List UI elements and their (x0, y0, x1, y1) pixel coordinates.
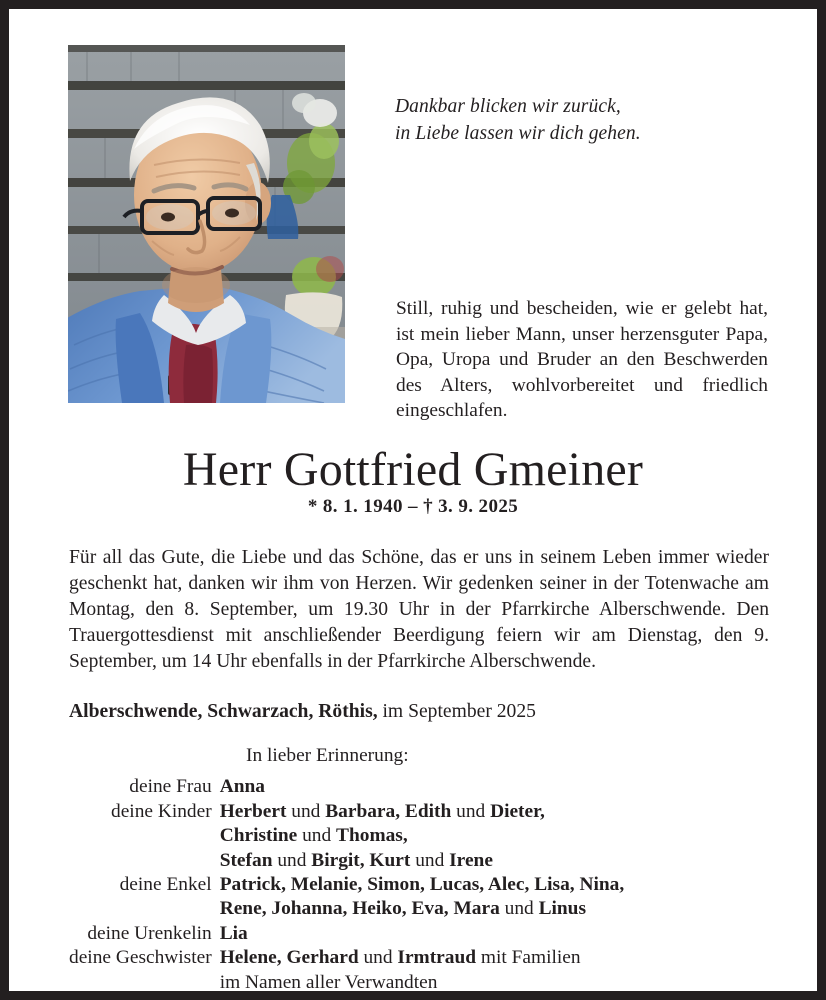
portrait-photo (68, 45, 345, 403)
survivors-relation-label (69, 849, 220, 873)
survivor-name: Barbara, Edith (325, 800, 452, 822)
survivors-relation-label (69, 971, 220, 991)
survivor-connector: und (499, 898, 539, 920)
survivor-connector: mit Familien (476, 947, 581, 969)
survivors-relation-label: deine Kinder (111, 800, 212, 822)
survivor-name: Irene (449, 849, 493, 871)
survivor-name: Helene, Gerhard (219, 947, 359, 969)
deceased-dates: * 8. 1. 1940 – † 3. 9. 2025 (307, 496, 519, 517)
survivor-connector: und (358, 947, 398, 969)
survivors-heading: In lieber Erinnerung: (246, 745, 409, 766)
survivors-row (69, 775, 624, 799)
survivor-connector: und (272, 849, 312, 871)
survivors-relation-label: deine Frau (129, 776, 212, 798)
survivors-row (69, 946, 624, 970)
survivor-name: Birgit, Kurt (311, 849, 411, 871)
survivor-name: Anna (219, 776, 265, 798)
survivors-relation-label: deine Enkel (119, 874, 212, 896)
survivor-name: Christine (219, 825, 298, 847)
survivor-name: Irmtraud (397, 947, 477, 969)
survivors-names (220, 873, 625, 897)
epigraph (395, 93, 785, 147)
survivors-row (69, 897, 624, 921)
survivors-table (69, 775, 624, 991)
survivors-row (69, 849, 624, 873)
obituary-notice (9, 9, 817, 991)
survivor-name: Dieter, (490, 800, 545, 822)
survivors-row (69, 824, 624, 848)
survivors-relation-label (69, 824, 220, 848)
notice-month: im September 2025 (377, 701, 536, 722)
survivors-relation-label (69, 897, 220, 921)
memorial-body-paragraph: Für all das Gute, die Liebe und das Schöne, das er uns in seinem Leben immer wieder geschenkt hat, danken wir ihm von Herzen. Wir gedenken seiner in der Totenwache am Montag, den 8. September, um 19.30 Uhr in der Pfarrkirche Alberschwende. Den Trauergottesdienst mit anschließender Beerdigung feiern wir am Dienstag, den 9. September, um 14 Uhr ebenfalls in der Pfarrkirche Alberschwende. (69, 547, 769, 672)
survivor-connector: und (410, 849, 450, 871)
survivors-names (220, 824, 625, 848)
survivors-names (220, 775, 625, 799)
survivor-connector: und (286, 800, 326, 822)
survivors-row (69, 800, 624, 824)
survivors-names (220, 897, 625, 921)
survivor-name: Herbert (219, 800, 287, 822)
survivors-row (69, 971, 624, 991)
survivor-name: Patrick, Melanie, Simon, Lucas, Alec, Lisa, Nina, (219, 874, 625, 896)
survivors-names (220, 922, 625, 946)
survivors-block (69, 744, 769, 991)
epigraph-line-2: in Liebe lassen wir dich gehen. (395, 123, 641, 144)
survivor-connector: und (451, 800, 491, 822)
survivors-names (220, 946, 625, 970)
place-and-date-line (69, 699, 769, 725)
survivors-names (220, 800, 625, 824)
survivor-name: Lia (219, 922, 248, 944)
deceased-name: Herr Gottfried Gmeiner (182, 443, 644, 496)
survivors-relation-label: deine Urenkelin (87, 922, 212, 944)
survivors-row (69, 922, 624, 946)
survivor-name: Rene, Johanna, Heiko, Eva, Mara (219, 898, 500, 920)
survivor-connector: im Namen aller Verwandten (219, 971, 438, 991)
survivor-name: Linus (538, 898, 587, 920)
survivors-names (220, 849, 625, 873)
survivors-names (220, 971, 625, 991)
lead-paragraph: Still, ruhig und bescheiden, wie er gelebt hat, ist mein lieber Mann, unser herzensguter Papa, Opa, Uropa und Bruder an den Beschwerden des Alters, wohlvorbereitet und friedlich eingeschlafen. (396, 298, 768, 422)
epigraph-line-1: Dankbar blicken wir zurück, (395, 96, 621, 117)
survivor-name: Stefan (219, 849, 273, 871)
survivors-row (69, 873, 624, 897)
place-names: Alberschwende, Schwarzach, Röthis, (69, 701, 378, 722)
survivor-connector: und (297, 825, 337, 847)
survivors-relation-label: deine Geschwister (69, 947, 212, 969)
portrait-illustration (68, 45, 345, 403)
survivor-name: Thomas, (336, 825, 408, 847)
